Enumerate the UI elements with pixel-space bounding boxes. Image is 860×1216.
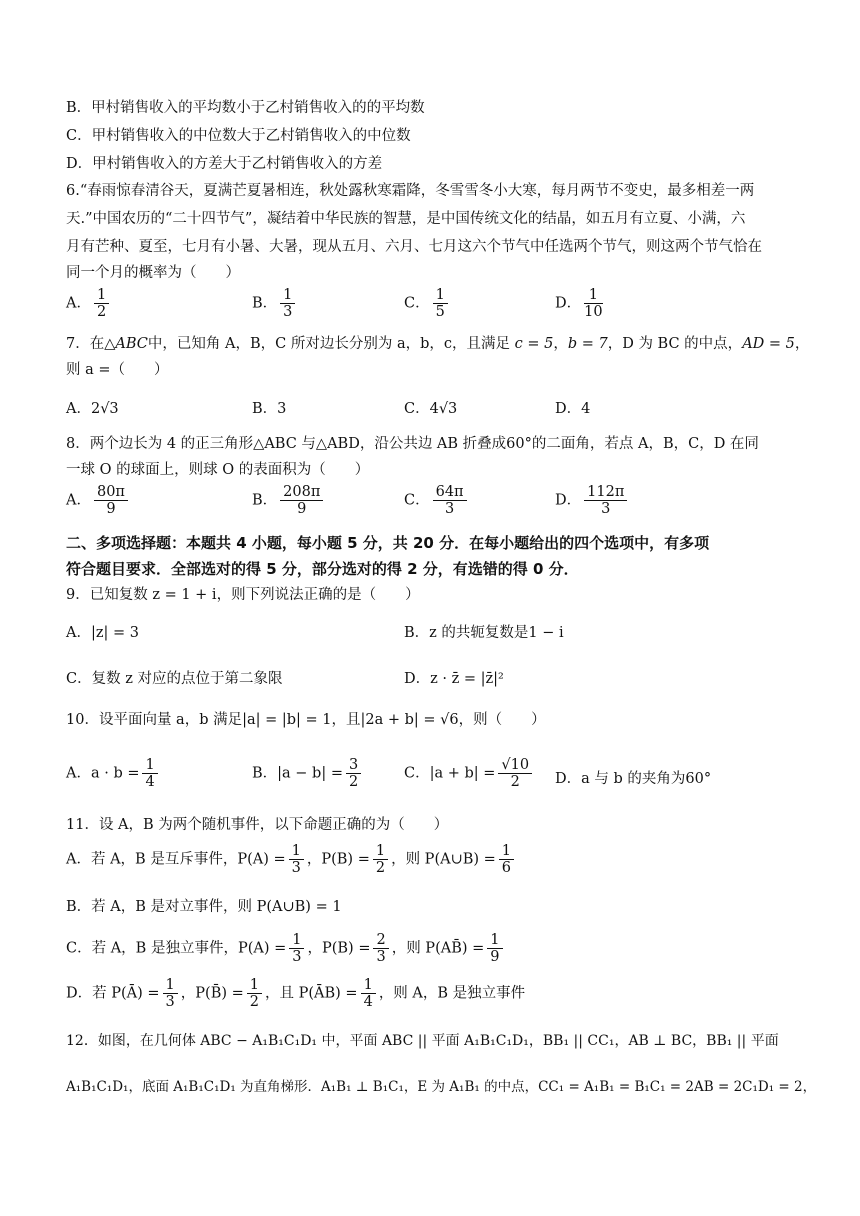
q6-option-c: C． $\frac{1}{5}$ — [404, 287, 451, 320]
q6-line-2: 天.”中国农历的“二十四节气”，凝结着中华民族的智慧，是中国传统文化的结晶，如五月有立夏、小满，六 — [66, 211, 746, 227]
q8-option-d: D． $\frac{112\pi}{3}$ — [555, 484, 630, 517]
q6-option-b: B． $\frac{1}{3}$ — [252, 287, 298, 320]
q7-line-1: 7．在△ABC中，已知角 A，B，C 所对边长分别为 a，b，c，且满足 c = 5，b = 7，D 为 BC 的中点，AD = 5， — [66, 336, 810, 352]
q11-option-b: B．若 A，B 是对立事件，则 P(A∪B) = 1 — [66, 899, 342, 915]
q5-option-b: B．甲村销售收入的平均数小于乙村销售收入的的平均数 — [66, 100, 425, 116]
q11-option-c: C．若 A，B 是独立事件，P(A) = $\frac{1}{3}$ ，P(B) = $\frac{2}{3}$ ，则 P(AB̄) = $\frac{1}{9}$ — [66, 932, 506, 965]
q11-line-1: 11．设 A，B 为两个随机事件，以下命题正确的为（ ） — [66, 817, 449, 833]
q12-line-1: 12．如图，在几何体 ABC − A₁B₁C₁D₁ 中，平面 ABC || 平面 A₁B₁C₁D₁，BB₁ || CC₁，AB ⊥ BC，BB₁ || 平面 — [66, 1033, 779, 1049]
q6-line-4: 同一个月的概率为（ ） — [66, 265, 240, 281]
q7-option-d: D．4 — [555, 401, 591, 417]
q10-option-c: C．|a + b| = $\frac{√10}{2}$ — [404, 757, 535, 790]
q6-option-a: A． $\frac{1}{2}$ — [66, 287, 112, 320]
q5-option-c: C．甲村销售收入的中位数大于乙村销售收入的中位数 — [66, 128, 411, 144]
q10-option-d: D．a 与 b 的夹角为60° — [555, 771, 712, 787]
q10-line-1: 10．设平面向量 a，b 满足|a| = |b| = 1，且|2a + b| = √6，则（ ） — [66, 712, 546, 728]
q9-line-1: 9．已知复数 z = 1 + i，则下列说法正确的是（ ） — [66, 587, 420, 603]
q7-option-b: B．3 — [252, 401, 287, 417]
q9-option-a: A．|z| = 3 — [66, 625, 139, 641]
q9-option-d: D．z · z̄ = |z̄|² — [404, 671, 504, 687]
q10-option-b: B．|a − b| = $\frac{3}{2}$ — [252, 757, 364, 790]
q6-option-d: D． $\frac{1}{10}$ — [555, 287, 603, 320]
section-2-heading-line-1: 二、多项选择题：本题共 4 小题，每小题 5 分，共 20 分．在每小题给出的四个选项中，有多项 — [66, 534, 710, 552]
q10-option-a: A．a · b = $\frac{1}{4}$ — [66, 757, 161, 790]
section-2-heading-line-2: 符合题目要求．全部选对的得 5 分，部分选对的得 2 分，有选错的得 0 分． — [66, 560, 579, 578]
q9-option-c: C．复数 z 对应的点位于第二象限 — [66, 671, 283, 687]
q11-option-d: D．若 P(Ā) = $\frac{1}{3}$ ，P(B̄) = $\frac{1}{2}$ ，且 P(ĀB) = $\frac{1}{4}$ ，则 A，B 是独立事件 — [66, 977, 526, 1010]
q12-line-2: A₁B₁C₁D₁，底面 A₁B₁C₁D₁ 为直角梯形．A₁B₁ ⊥ B₁C₁，E 为 A₁B₁ 的中点，CC₁ = A₁B₁ = B₁C₁ = 2AB = 2C₁D₁ = 2， — [66, 1079, 817, 1095]
q8-option-a: A． $\frac{80\pi}{9}$ — [66, 484, 131, 517]
q8-option-c: C． $\frac{64\pi}{3}$ — [404, 484, 470, 517]
q6-line-1: 6.“春雨惊春清谷天，夏满芒夏暑相连，秋处露秋寒霜降，冬雪雪冬小大寒，每月两节不变史，最多相差一两 — [66, 183, 755, 199]
q11-option-a: A．若 A，B 是互斥事件，P(A) = $\frac{1}{3}$ ，P(B) = $\frac{1}{2}$ ，则 P(A∪B) = $\frac{1}{6}$ — [66, 843, 517, 876]
q7-line-2: 则 a =（ ） — [66, 362, 169, 378]
q6-line-3: 月有芒种、夏至，七月有小暑、大暑，现从五月、六月、七月这六个节气中任选两个节气，则这两个节气恰在 — [66, 239, 762, 255]
q7-option-c: C．4√3 — [404, 401, 458, 417]
q9-option-b: B．z 的共轭复数是1 − i — [404, 625, 564, 641]
q8-line-1: 8．两个边长为 4 的正三角形△ABC 与△ABD，沿公共边 AB 折叠成60°的二面角，若点 A，B，C，D 在同 — [66, 436, 759, 452]
q8-option-b: B． $\frac{208\pi}{9}$ — [252, 484, 326, 517]
q8-line-2: 一球 O 的球面上，则球 O 的表面积为（ ） — [66, 462, 370, 478]
q5-option-d: D．甲村销售收入的方差大于乙村销售收入的方差 — [66, 156, 383, 172]
q7-option-a: A．2√3 — [66, 401, 119, 417]
